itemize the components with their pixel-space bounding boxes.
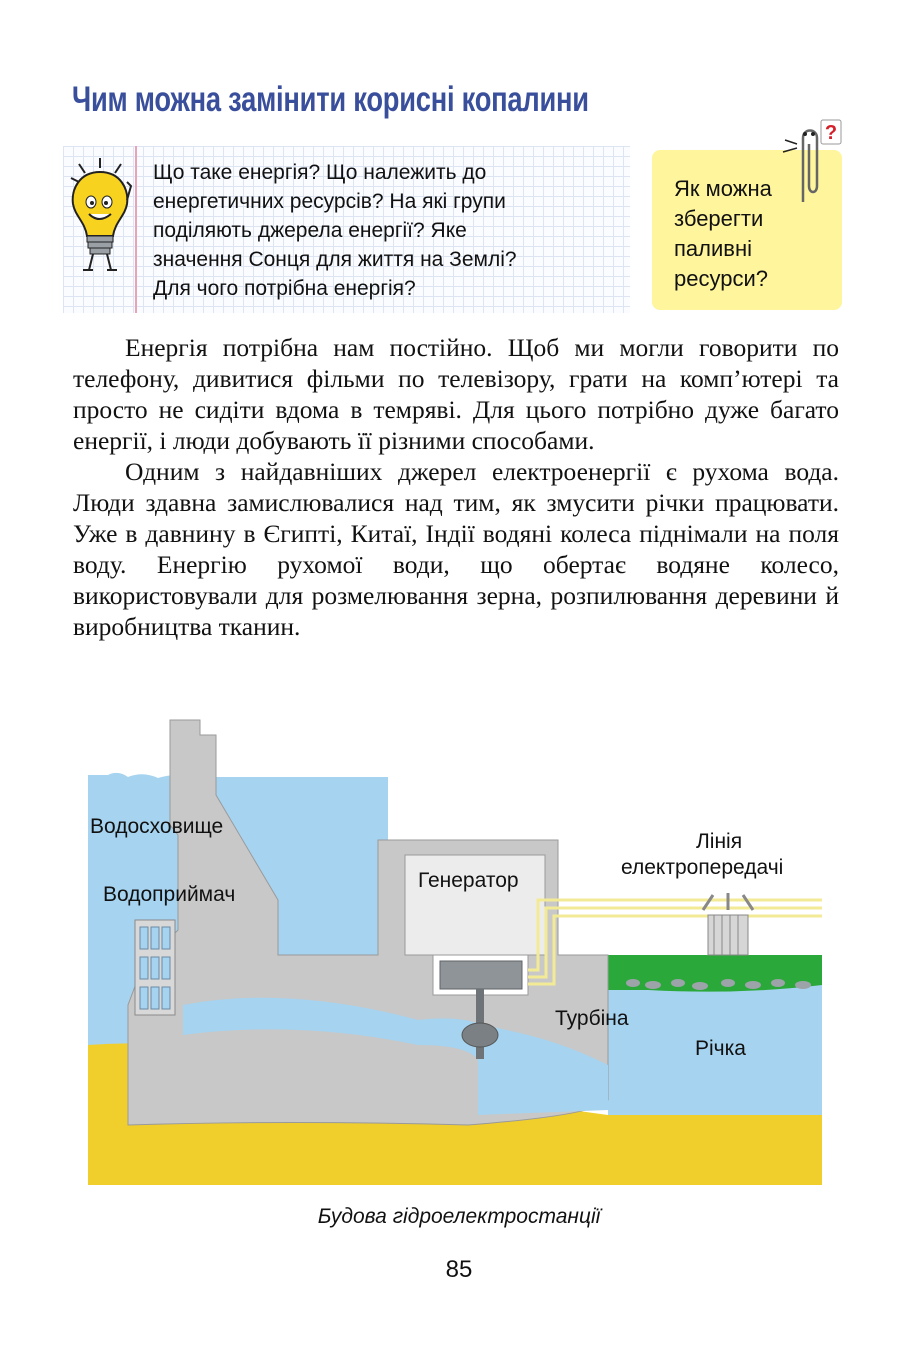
power-transformer xyxy=(703,893,753,955)
question-line: значення Сонця для життя на Землі? xyxy=(153,248,517,271)
sticky-line: паливні xyxy=(674,236,752,261)
question-line: енергетичних ресурсів? На які групи xyxy=(153,190,506,213)
sticky-line: ресурси? xyxy=(674,266,768,291)
label-turbine: Турбіна xyxy=(555,1007,629,1030)
lightbulb-icon xyxy=(65,156,135,276)
notebook-margin-line xyxy=(135,146,137,313)
hydro-plant-diagram xyxy=(88,715,822,1185)
page-title: Чим можна замінити корисні копалини xyxy=(72,80,589,119)
question-line: поділяють джерела енергії? Яке xyxy=(153,219,467,242)
questions-box xyxy=(63,146,630,313)
paperclip-icon xyxy=(775,114,845,204)
paragraph: Одним з найдавніших джерел електроенергії є рухома вода. Люди здавна замислювалися над тим, як змусити річки працювати. Уже в давнину в Єгипті, Китаї, Індії водяні колеса піднімали на поля воду. Енергію рухомої води, що обертає водяне колесо, використовували для розмелювання зерна, розпилювання деревини й виробництва тканин. xyxy=(73,457,839,641)
paragraph: Енергія потрібна нам постійно. Щоб ми могли говорити по телефону, дивитися фільми по телевізору, грати на комп’ютері та просто не сидіти вдома в темряві. Для цього потрібно дуже багато енергії, і люди добувають її різними способами. xyxy=(73,333,839,455)
water-intake-grille xyxy=(135,920,175,1015)
label-river: Річка xyxy=(695,1037,746,1060)
hydro-plant-illustration xyxy=(88,715,822,1185)
label-power-line-1: Лінія xyxy=(696,830,743,853)
sticky-line: Як можна xyxy=(674,176,772,201)
sticky-line: зберегти xyxy=(674,206,764,231)
label-reservoir: Водосховище xyxy=(90,815,224,838)
question-badge: ? xyxy=(824,122,838,144)
label-intake: Водоприймач xyxy=(103,883,236,906)
question-line: Для чого потрібна енергія? xyxy=(153,277,416,300)
page-number: 85 xyxy=(445,1256,473,1283)
questions-text xyxy=(153,158,628,303)
figure-caption: Будова гідроелектростанції xyxy=(317,1205,601,1228)
body-text xyxy=(73,332,839,642)
label-generator: Генератор xyxy=(418,869,519,892)
question-line: Що таке енергія? Що належить до xyxy=(153,161,487,184)
label-power-line-2: електропередачі xyxy=(621,856,784,879)
